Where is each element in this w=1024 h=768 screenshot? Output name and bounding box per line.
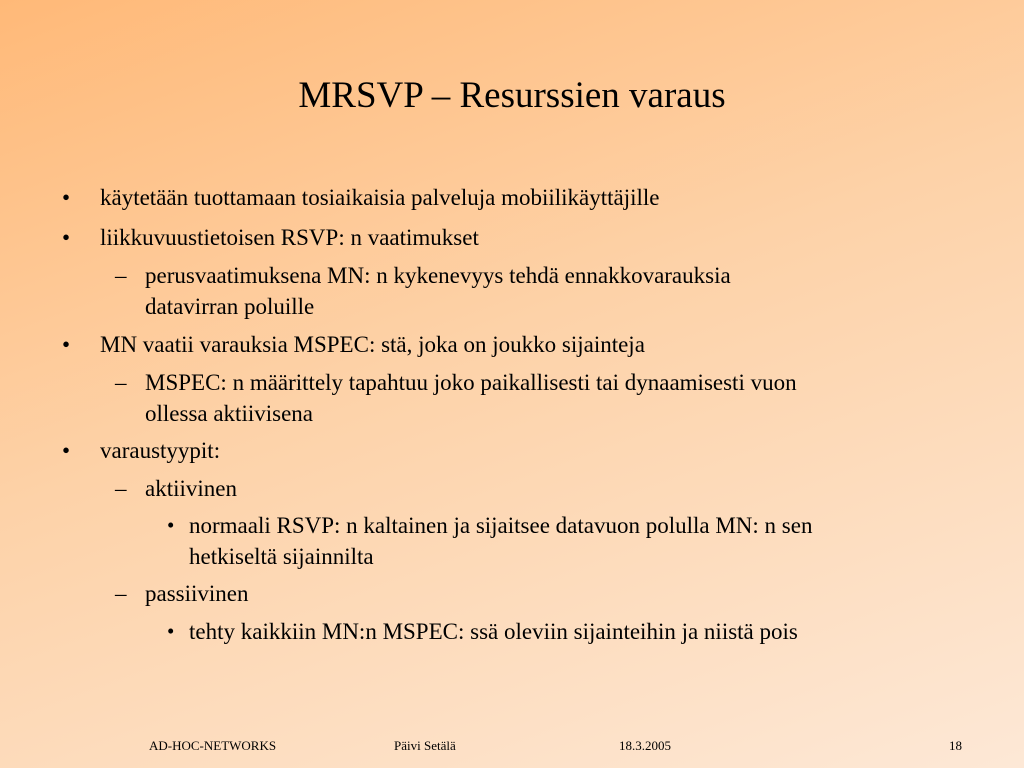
sub-bullet-item [115, 473, 237, 504]
sub-sub-bullet-item [167, 510, 813, 572]
sub-sub-bullet-text: tehty kaikkiin MN:n MSPEC: ssä oleviin sijainteihin ja niistä pois [189, 619, 798, 644]
footer-page-number: 18 [949, 738, 962, 753]
bullet-text: käytetään tuottamaan tosiaikaisia palveluja mobiilikäyttäjille [100, 185, 660, 210]
sub-sub-bullet-text-line: normaali RSVP: n kaltainen ja sijaitsee datavuon polulla MN: n sen [189, 513, 813, 538]
sub-sub-bullet-item [167, 616, 798, 647]
sub-bullet-text-line: MSPEC: n määrittely tapahtuu joko paikallisesti tai dynaamisesti vuon [145, 370, 797, 395]
dash-marker: – [115, 370, 127, 395]
bullet-text: MN vaatii varauksia MSPEC: stä, joka on joukko sijainteja [100, 332, 645, 357]
sub-bullet-text-line: ollessa aktiivisena [145, 401, 313, 426]
bullet-marker: • [167, 619, 175, 643]
slide-title: MRSVP – Resurssien varaus [298, 75, 726, 116]
sub-bullet-text: passiivinen [145, 581, 249, 606]
bullet-item [62, 329, 645, 360]
sub-bullet-text-line: datavirran poluille [145, 294, 315, 319]
sub-bullet-text-line: perusvaatimuksena MN: n kykenevyys tehdä ennakkovarauksia [145, 263, 731, 288]
sub-bullet-text: aktiivinen [145, 476, 237, 501]
sub-bullet-item [115, 260, 731, 322]
bullet-marker: • [62, 185, 71, 210]
sub-bullet-item [115, 367, 797, 429]
bullet-text: varaustyypit: [100, 438, 221, 463]
bullet-marker: • [62, 332, 71, 357]
bullet-marker: • [167, 513, 175, 537]
dash-marker: – [115, 263, 127, 288]
dash-marker: – [115, 476, 127, 501]
bullet-item [62, 222, 479, 253]
bullet-marker: • [62, 225, 71, 250]
footer-date: 18.3.2005 [619, 738, 671, 753]
dash-marker: – [115, 581, 127, 606]
bullet-item [62, 435, 221, 466]
footer-course: AD-HOC-NETWORKS [149, 738, 277, 753]
bullet-text: liikkuvuustietoisen RSVP: n vaatimukset [100, 225, 479, 250]
sub-bullet-item [115, 578, 249, 609]
bullet-marker: • [62, 438, 71, 463]
bullet-item [62, 182, 660, 213]
sub-sub-bullet-text-line: hetkiseltä sijainnilta [189, 544, 374, 569]
footer-author: Päivi Setälä [394, 738, 456, 753]
